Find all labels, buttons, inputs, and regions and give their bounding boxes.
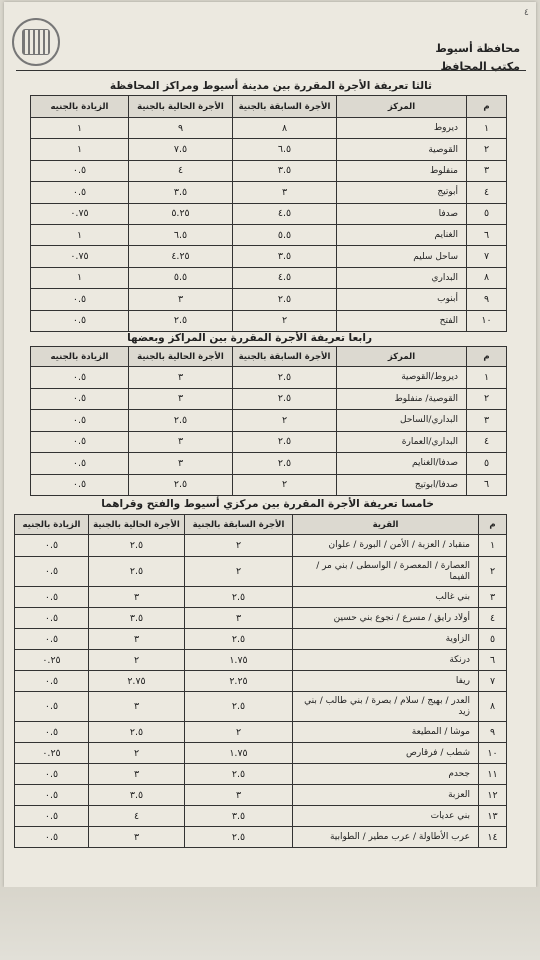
section5-table: [14, 514, 507, 848]
row-number: ٣: [479, 587, 507, 608]
fare-value: ٦.٥: [129, 224, 233, 245]
fare-value: ٣: [89, 692, 185, 722]
column-header: الأجرة الحالية بالجنية: [89, 515, 185, 535]
row-number: ١٠: [467, 310, 507, 331]
route-name: ديروط/القوصية: [337, 367, 467, 389]
row-number: ٤: [479, 608, 507, 629]
row-number: ٤: [467, 182, 507, 203]
fare-value: ٤.٢٥: [129, 246, 233, 267]
row-number: ١١: [479, 764, 507, 785]
table-row: [31, 267, 507, 288]
fare-value: ٠.٥: [31, 410, 129, 432]
route-name: العصارة / المعصرة / الواسطى / بني مر / الفيما: [293, 557, 479, 587]
row-number: ١: [479, 535, 507, 557]
route-name: جحدم: [293, 764, 479, 785]
fare-value: ٠.٥: [31, 388, 129, 410]
table-row: [31, 118, 507, 139]
column-header: المركز: [337, 96, 467, 118]
row-number: ٧: [479, 671, 507, 692]
fare-value: ٨: [233, 118, 337, 139]
fare-value: ١: [31, 139, 129, 160]
table-row: [15, 629, 507, 650]
table-row: [31, 431, 507, 453]
fare-value: ٣.٥: [233, 160, 337, 181]
fare-value: ٢: [185, 722, 293, 743]
fare-value: ٠.٥: [15, 785, 89, 806]
table-row: [31, 388, 507, 410]
row-number: ٥: [467, 453, 507, 475]
fare-value: ٠.٥: [15, 722, 89, 743]
column-header: الأجرة السابقة بالجنية: [233, 347, 337, 367]
fare-value: ٠.٥: [15, 608, 89, 629]
governorate-logo: [12, 18, 60, 66]
fare-value: ٣: [129, 431, 233, 453]
row-number: ٩: [467, 289, 507, 310]
route-name: درنكة: [293, 650, 479, 671]
fare-value: ٣: [129, 453, 233, 475]
row-number: ٦: [467, 474, 507, 496]
table-header-row: [15, 515, 507, 535]
row-number: ٩: [479, 722, 507, 743]
table-row: [31, 182, 507, 203]
fare-value: ٠.٥: [15, 827, 89, 848]
table-row: [31, 410, 507, 432]
section3-title: ثالثا تعريفة الأجرة المقررة بين مدينة أسيوط ومراكز المحافظة: [109, 80, 432, 92]
photo-background: [0, 887, 540, 960]
row-number: ٥: [467, 203, 507, 224]
table-row: [15, 557, 507, 587]
row-number: ٦: [467, 224, 507, 245]
table-row: [31, 160, 507, 181]
fare-value: ٠.٢٥: [15, 743, 89, 764]
table-row: [15, 722, 507, 743]
table-row: [15, 806, 507, 827]
fare-value: ٤.٥: [233, 267, 337, 288]
table-row: [31, 224, 507, 245]
header-divider: [16, 70, 526, 71]
fare-value: ٢: [185, 557, 293, 587]
fare-value: ٠.٧٥: [31, 246, 129, 267]
fare-value: ٢.٧٥: [89, 671, 185, 692]
fare-value: ٣.٥: [129, 182, 233, 203]
fare-value: ٢.٥: [129, 474, 233, 496]
route-name: البداري/العمارة: [337, 431, 467, 453]
table-row: [15, 785, 507, 806]
route-name: أبوتيج: [337, 182, 467, 203]
route-name: القوصية/ منفلوط: [337, 388, 467, 410]
fare-value: ٣: [89, 827, 185, 848]
column-header: م: [467, 96, 507, 118]
fare-value: ١: [31, 267, 129, 288]
table-row: [15, 827, 507, 848]
fare-value: ٤.٥: [233, 203, 337, 224]
table-row: [31, 139, 507, 160]
fare-value: ٠.٥: [31, 289, 129, 310]
fare-value: ٧.٥: [129, 139, 233, 160]
table-header-row: [31, 347, 507, 367]
row-number: ٣: [467, 410, 507, 432]
fare-value: ٠.٥: [15, 535, 89, 557]
row-number: ٨: [479, 692, 507, 722]
fare-value: ٣: [89, 764, 185, 785]
fare-value: ٢: [185, 535, 293, 557]
route-name: ريفا: [293, 671, 479, 692]
row-number: ١٣: [479, 806, 507, 827]
fare-value: ٢.٥: [89, 722, 185, 743]
fare-value: ١.٧٥: [185, 650, 293, 671]
fare-value: ٥.٥: [233, 224, 337, 245]
fare-value: ٠.٥: [31, 310, 129, 331]
fare-value: ٠.٥: [15, 764, 89, 785]
fare-value: ٢.٥: [185, 764, 293, 785]
page-number: ٤: [524, 8, 529, 18]
row-number: ٧: [467, 246, 507, 267]
table-row: [15, 671, 507, 692]
fare-value: ٣: [233, 182, 337, 203]
section3-table: [30, 95, 507, 332]
fare-value: ٣: [185, 608, 293, 629]
table-row: [15, 608, 507, 629]
column-header: المركز: [337, 347, 467, 367]
section4-table: [30, 346, 507, 496]
fare-value: ١.٧٥: [185, 743, 293, 764]
fare-value: ٢.٢٥: [185, 671, 293, 692]
table-row: [15, 650, 507, 671]
fare-value: ٢: [89, 743, 185, 764]
row-number: ٥: [479, 629, 507, 650]
column-header: الأجرة الحالية بالجنية: [129, 96, 233, 118]
fare-value: ٢.٥: [185, 629, 293, 650]
fare-value: ٠.٥: [15, 806, 89, 827]
fare-value: ٠.٥: [31, 474, 129, 496]
row-number: ٨: [467, 267, 507, 288]
column-header: الأجرة السابقة بالجنية: [185, 515, 293, 535]
fare-value: ٥.٢٥: [129, 203, 233, 224]
fare-value: ٢: [89, 650, 185, 671]
governorate-name: محافظة أسيوط: [435, 42, 520, 55]
column-header: الأجرة السابقة بالجنية: [233, 96, 337, 118]
fare-value: ٠.٥: [15, 557, 89, 587]
route-name: عرب الأطاولة / عرب مطير / الطوابية: [293, 827, 479, 848]
route-name: الغنايم: [337, 224, 467, 245]
table-row: [31, 474, 507, 496]
fare-value: ٣.٥: [89, 785, 185, 806]
column-header: م: [467, 347, 507, 367]
column-header: الزيادة بالجنيه: [15, 515, 89, 535]
fare-value: ٠.٥: [31, 182, 129, 203]
fare-value: ٦.٥: [233, 139, 337, 160]
fare-value: ٢: [233, 410, 337, 432]
table-row: [15, 743, 507, 764]
fare-value: ٣: [129, 367, 233, 389]
fare-value: ٢.٥: [185, 827, 293, 848]
column-header: م: [479, 515, 507, 535]
route-name: صدفا/الغنايم: [337, 453, 467, 475]
route-name: منفلوط: [337, 160, 467, 181]
table-row: [15, 535, 507, 557]
route-name: أولاد رايق / مسرع / نجوع بني حسين: [293, 608, 479, 629]
table-row: [15, 764, 507, 785]
row-number: ١٠: [479, 743, 507, 764]
table-row: [31, 203, 507, 224]
column-header: القرية: [293, 515, 479, 535]
table-header-row: [31, 96, 507, 118]
fare-value: ٩: [129, 118, 233, 139]
row-number: ١٤: [479, 827, 507, 848]
route-name: القوصية: [337, 139, 467, 160]
row-number: ٤: [467, 431, 507, 453]
fare-value: ٢.٥: [233, 431, 337, 453]
fare-value: ٢: [233, 474, 337, 496]
table-row: [31, 246, 507, 267]
fare-value: ٣.٥: [89, 608, 185, 629]
table-row: [15, 692, 507, 722]
route-name: العزبة: [293, 785, 479, 806]
row-number: ٢: [467, 388, 507, 410]
table-row: [31, 367, 507, 389]
table-row: [15, 587, 507, 608]
fare-value: ٢.٥: [233, 289, 337, 310]
row-number: ١: [467, 367, 507, 389]
fare-value: ٠.٥: [15, 692, 89, 722]
fare-value: ٠.٥: [15, 671, 89, 692]
table-row: [31, 453, 507, 475]
fare-value: ٣.٥: [233, 246, 337, 267]
route-name: موشا / المطيعة: [293, 722, 479, 743]
fare-value: ٠.٧٥: [31, 203, 129, 224]
column-header: الزيادة بالجنيه: [31, 96, 129, 118]
fare-value: ٢.٥: [233, 453, 337, 475]
route-name: الزاوية: [293, 629, 479, 650]
fare-value: ٢: [233, 310, 337, 331]
row-number: ٢: [479, 557, 507, 587]
table-row: [31, 289, 507, 310]
route-name: شطب / فرقارص: [293, 743, 479, 764]
fare-value: ٠.٥: [31, 367, 129, 389]
route-name: بني غالب: [293, 587, 479, 608]
route-name: العدر / بهيج / سلام / بصرة / بني طالب / بني زيد: [293, 692, 479, 722]
fare-value: ١: [31, 118, 129, 139]
fare-value: ٣: [185, 785, 293, 806]
fare-value: ٣.٥: [185, 806, 293, 827]
office-name: مكتب المحافظ: [440, 60, 520, 73]
fare-value: ٠.٥: [31, 431, 129, 453]
route-name: البداري/الساحل: [337, 410, 467, 432]
row-number: ١: [467, 118, 507, 139]
section4-title: رابعا تعريفة الأجرة المقررة بين المراكز وبعضها: [127, 332, 372, 344]
fare-value: ٠.٥: [15, 587, 89, 608]
fare-value: ٢.٥: [129, 310, 233, 331]
fare-value: ٠.٢٥: [15, 650, 89, 671]
fare-value: ١: [31, 224, 129, 245]
fare-value: ٢.٥: [233, 367, 337, 389]
route-name: ساحل سليم: [337, 246, 467, 267]
fare-value: ٣: [129, 289, 233, 310]
row-number: ١٢: [479, 785, 507, 806]
route-name: ديروط: [337, 118, 467, 139]
fare-value: ٠.٥: [15, 629, 89, 650]
fare-value: ٢.٥: [233, 388, 337, 410]
route-name: صدفا: [337, 203, 467, 224]
column-header: الزيادة بالجنيه: [31, 347, 129, 367]
fare-value: ٣: [129, 388, 233, 410]
table-row: [31, 310, 507, 331]
fare-value: ٠.٥: [31, 160, 129, 181]
fare-value: ٢.٥: [185, 587, 293, 608]
fare-value: ٥.٥: [129, 267, 233, 288]
row-number: ٢: [467, 139, 507, 160]
route-name: منقباد / العزبة / الأمن / البورة / علوان: [293, 535, 479, 557]
row-number: ٦: [479, 650, 507, 671]
row-number: ٣: [467, 160, 507, 181]
route-name: بني عديات: [293, 806, 479, 827]
fare-value: ٢.٥: [89, 557, 185, 587]
fare-value: ٤: [129, 160, 233, 181]
fare-value: ٢.٥: [185, 692, 293, 722]
fare-value: ٢.٥: [89, 535, 185, 557]
fare-value: ٤: [89, 806, 185, 827]
fare-value: ٢.٥: [129, 410, 233, 432]
logo-building-icon: [22, 29, 50, 55]
route-name: صدفا/ابوتيج: [337, 474, 467, 496]
route-name: أبنوب: [337, 289, 467, 310]
route-name: الفتح: [337, 310, 467, 331]
fare-value: ٠.٥: [31, 453, 129, 475]
column-header: الأجرة الحالية بالجنية: [129, 347, 233, 367]
route-name: البداري: [337, 267, 467, 288]
fare-value: ٣: [89, 629, 185, 650]
section5-title: خامسا تعريفة الأجرة المقررة بين مركزي أسيوط والفتح وقراهما: [101, 498, 434, 510]
fare-value: ٣: [89, 587, 185, 608]
